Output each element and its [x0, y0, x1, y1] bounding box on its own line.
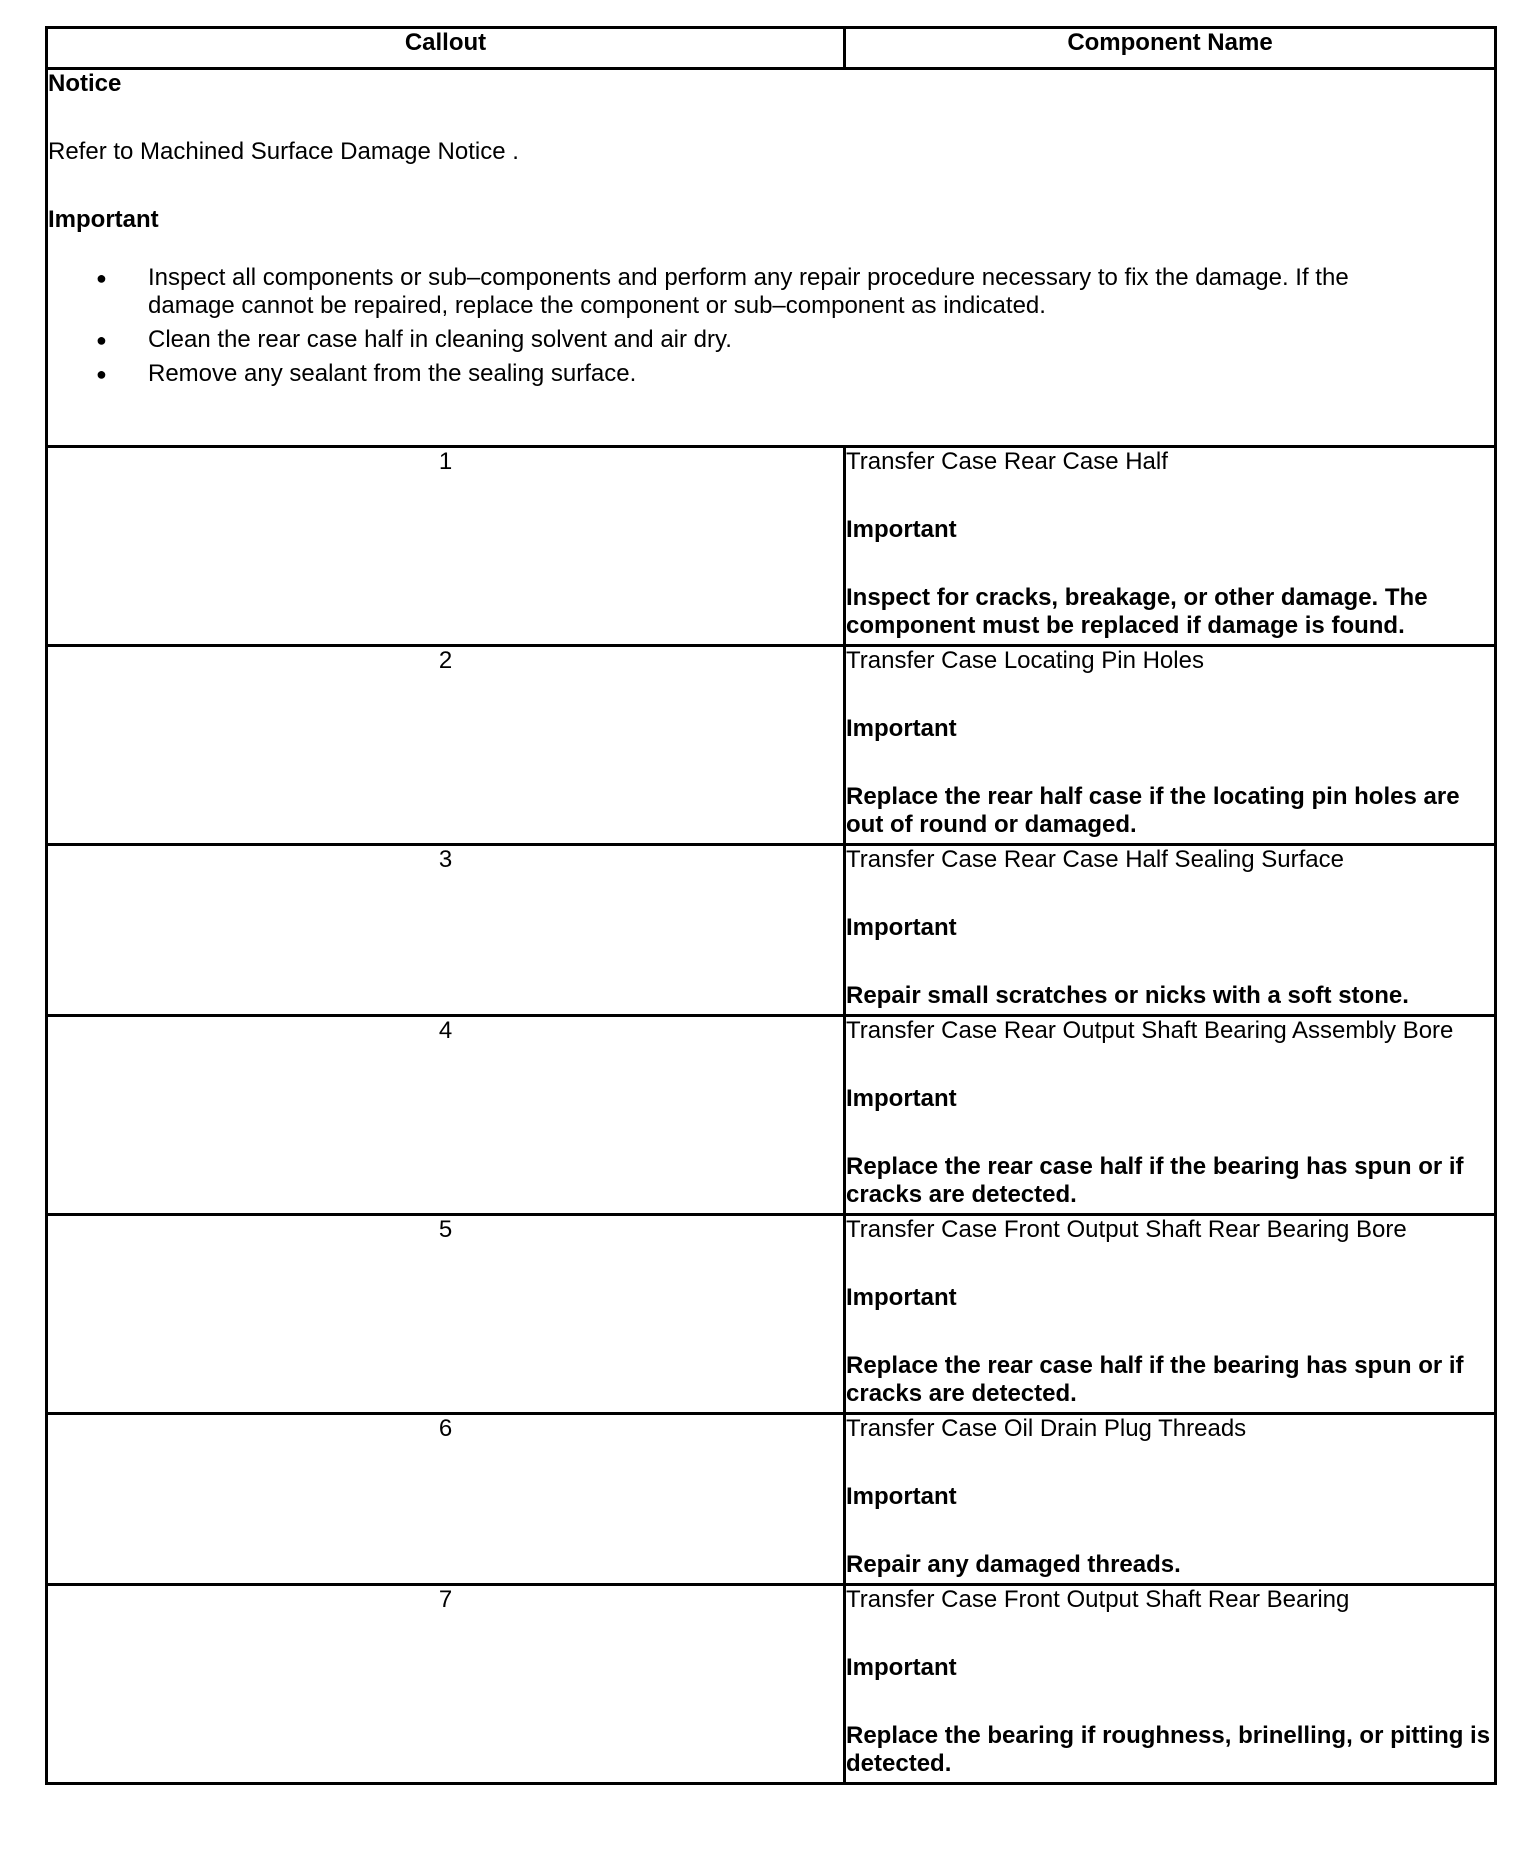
important-title: Important: [48, 206, 159, 233]
important-label: Important: [846, 1085, 957, 1112]
important-note: Inspect for cracks, breakage, or other damage. The component must be replaced if damage is found.: [846, 584, 1428, 639]
component-cell: [845, 1016, 1496, 1215]
important-note: Replace the rear case half if the bearing has spun or if cracks are detected.: [846, 1352, 1464, 1407]
callout-table: [45, 26, 1497, 1785]
callout-header: Callout: [47, 28, 845, 69]
callout-number: 7: [47, 1585, 845, 1784]
important-label: Important: [846, 516, 957, 543]
notice-cell: [47, 69, 1496, 447]
important-note: Repair small scratches or nicks with a soft stone.: [846, 982, 1409, 1009]
component-cell: [845, 646, 1496, 845]
important-label: Important: [846, 914, 957, 941]
component-name: Transfer Case Rear Output Shaft Bearing Assembly Bore: [846, 1017, 1454, 1044]
table-row: [47, 1585, 1496, 1784]
component-name: Transfer Case Rear Case Half: [846, 448, 1168, 475]
important-note: Repair any damaged threads.: [846, 1551, 1181, 1578]
notice-text: Refer to Machined Surface Damage Notice .: [48, 138, 519, 165]
component-name: Transfer Case Locating Pin Holes: [846, 647, 1204, 674]
component-name: Transfer Case Front Output Shaft Rear Bearing Bore: [846, 1216, 1407, 1243]
table-row: [47, 646, 1496, 845]
component-cell: [845, 845, 1496, 1016]
callout-number: 5: [47, 1215, 845, 1414]
callout-number: 3: [47, 845, 845, 1016]
callout-number: 4: [47, 1016, 845, 1215]
important-label: Important: [846, 1483, 957, 1510]
table-row: [47, 1016, 1496, 1215]
important-label: Important: [846, 1654, 957, 1681]
bullet-item: ● Inspect all components or sub–components and perform any repair procedure necessary to fix the damage. If the damage cannot be repaired, replace the component or sub–component as indicated.: [148, 264, 1494, 320]
table-row: [47, 447, 1496, 646]
callout-number: 1: [47, 447, 845, 646]
important-note: Replace the rear case half if the bearing has spun or if cracks are detected.: [846, 1153, 1464, 1208]
important-label: Important: [846, 715, 957, 742]
table-row: [47, 845, 1496, 1016]
header-row: [47, 28, 1496, 69]
callout-number: 6: [47, 1414, 845, 1585]
component-name-header: Component Name: [845, 28, 1496, 69]
component-cell: [845, 1414, 1496, 1585]
component-name: Transfer Case Front Output Shaft Rear Bearing: [846, 1586, 1350, 1613]
component-name: Transfer Case Rear Case Half Sealing Surface: [846, 846, 1344, 873]
bullet-item: ● Remove any sealant from the sealing surface.: [148, 360, 1494, 388]
bullet-item: ● Clean the rear case half in cleaning solvent and air dry.: [148, 326, 1494, 354]
important-label: Important: [846, 1284, 957, 1311]
important-note: Replace the rear half case if the locating pin holes are out of round or damaged.: [846, 783, 1460, 838]
table-row: [47, 1414, 1496, 1585]
important-note: Replace the bearing if roughness, brinelling, or pitting is detected.: [846, 1722, 1491, 1777]
notice-title: Notice: [48, 70, 122, 97]
notice-row: [47, 69, 1496, 447]
component-cell: [845, 1585, 1496, 1784]
component-name: Transfer Case Oil Drain Plug Threads: [846, 1415, 1247, 1442]
component-cell: [845, 1215, 1496, 1414]
component-cell: [845, 447, 1496, 646]
notice-bullet-list: [48, 264, 1494, 388]
callout-number: 2: [47, 646, 845, 845]
table-row: [47, 1215, 1496, 1414]
